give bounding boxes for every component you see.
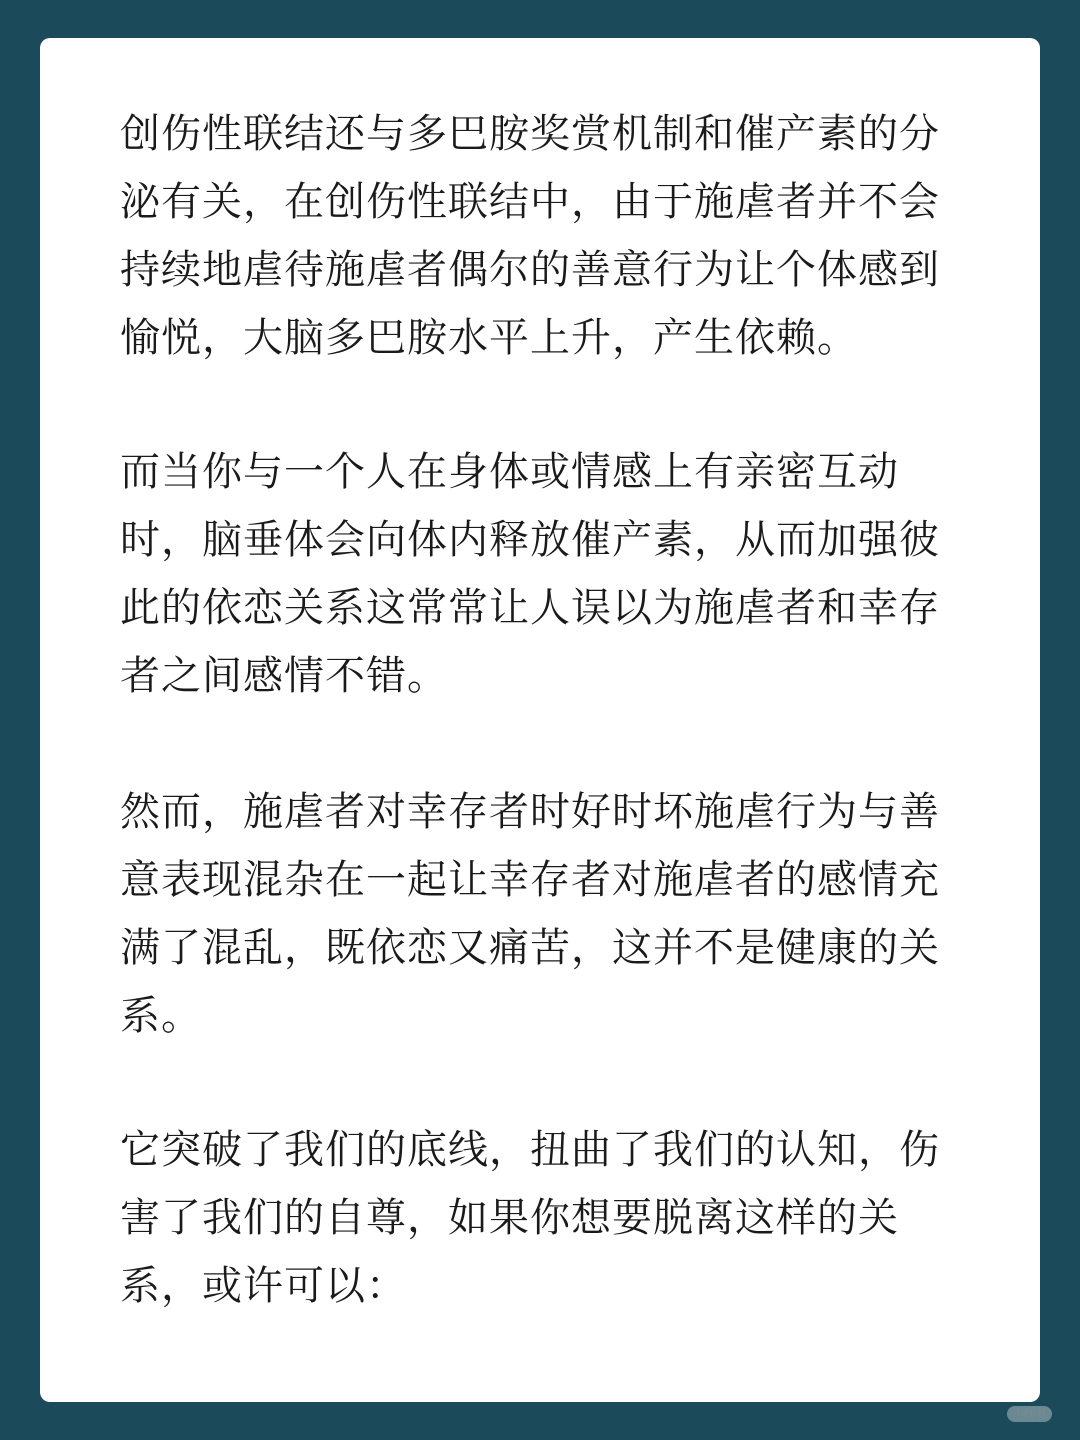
content-card (40, 38, 1040, 1402)
paragraph-1: 创伤性联结还与多巴胺奖赏机制和催产素的分泌有关，在创伤性联结中，由于施虐者并不会持续地虐待施虐者偶尔的善意行为让个体感到愉悦，大脑多巴胺水平上升，产生依赖。 (120, 111, 940, 361)
paragraph-2: 而当你与一个人在身体或情感上有亲密互动时，脑垂体会向体内释放催产素，从而加强彼此的依恋关系这常常让人误以为施虐者和幸存者之间感情不错。 (120, 449, 940, 699)
paragraph-4: 它突破了我们的底线，扭曲了我们的认知，伤害了我们的自尊，如果你想要脱离这样的关系，或许可以： (120, 1127, 940, 1309)
watermark-label: 小红书 (1007, 1406, 1052, 1422)
paragraph-3: 然而，施虐者对幸存者时好时坏施虐行为与善意表现混杂在一起让幸存者对施虐者的感情充满了混乱，既依恋又痛苦，这并不是健康的关系。 (120, 789, 940, 1039)
